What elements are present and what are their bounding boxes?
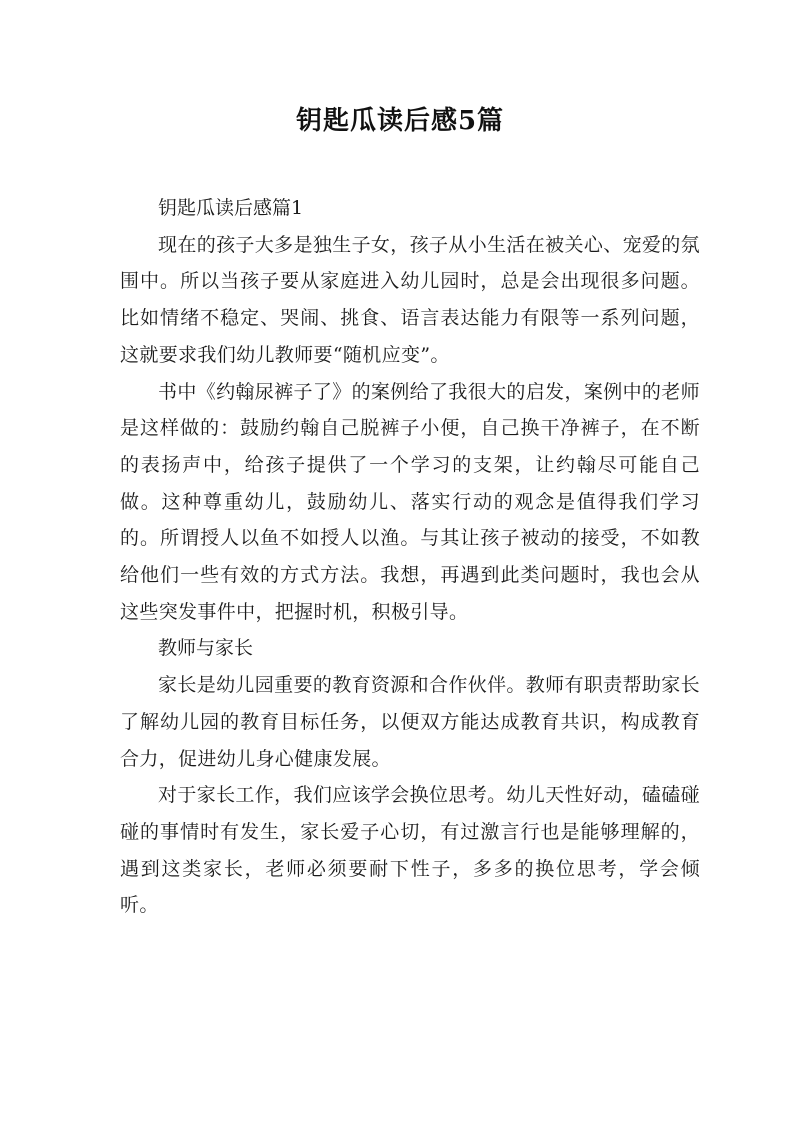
document-title: 钥匙瓜读后感5篇 <box>295 106 505 136</box>
paragraph-2: 书中《约翰尿裤子了》的案例给了我很大的启发，案例中的老师是这样做的：鼓励约翰自己脱裤子小便，自己换干净裤子，在不断的表扬声中，给孩子提供了一个学习的支架，让约翰尽可能自己做。这种尊重幼儿，鼓励幼儿、落实行动的观念是值得我们学习的。所谓授人以鱼不如授人以渔。与其让孩子被动的接受，不如教给他们一些有效的方式方法。我想，再遇到此类问题时，我也会从这些突发事件中，把握时机，积极引导。 <box>120 380 700 623</box>
section-heading-2: 教师与家长 <box>158 637 254 660</box>
paragraph-3: 家长是幼儿园重要的教育资源和合作伙伴。教师有职责帮助家长了解幼儿园的教育目标任务，以便双方能达成教育共识，构成教育合力，促进幼儿身心健康发展。 <box>120 674 700 770</box>
paragraph-4: 对于家长工作，我们应该学会换位思考。幼儿天性好动，磕磕碰碰的事情时有发生，家长爱子心切，有过激言行也是能够理解的，遇到这类家长，老师必须要耐下性子，多多的换位思考，学会倾听。 <box>120 784 700 917</box>
document-body <box>120 190 700 924</box>
paragraph-1: 现在的孩子大多是独生子女，孩子从小生活在被关心、宠爱的氛围中。所以当孩子要从家庭进入幼儿园时，总是会出现很多问题。比如情绪不稳定、哭闹、挑食、语言表达能力有限等一系列问题，这就要求我们幼儿教师要“随机应变”。 <box>120 233 700 366</box>
section-heading-1: 钥匙瓜读后感篇1 <box>158 197 304 219</box>
